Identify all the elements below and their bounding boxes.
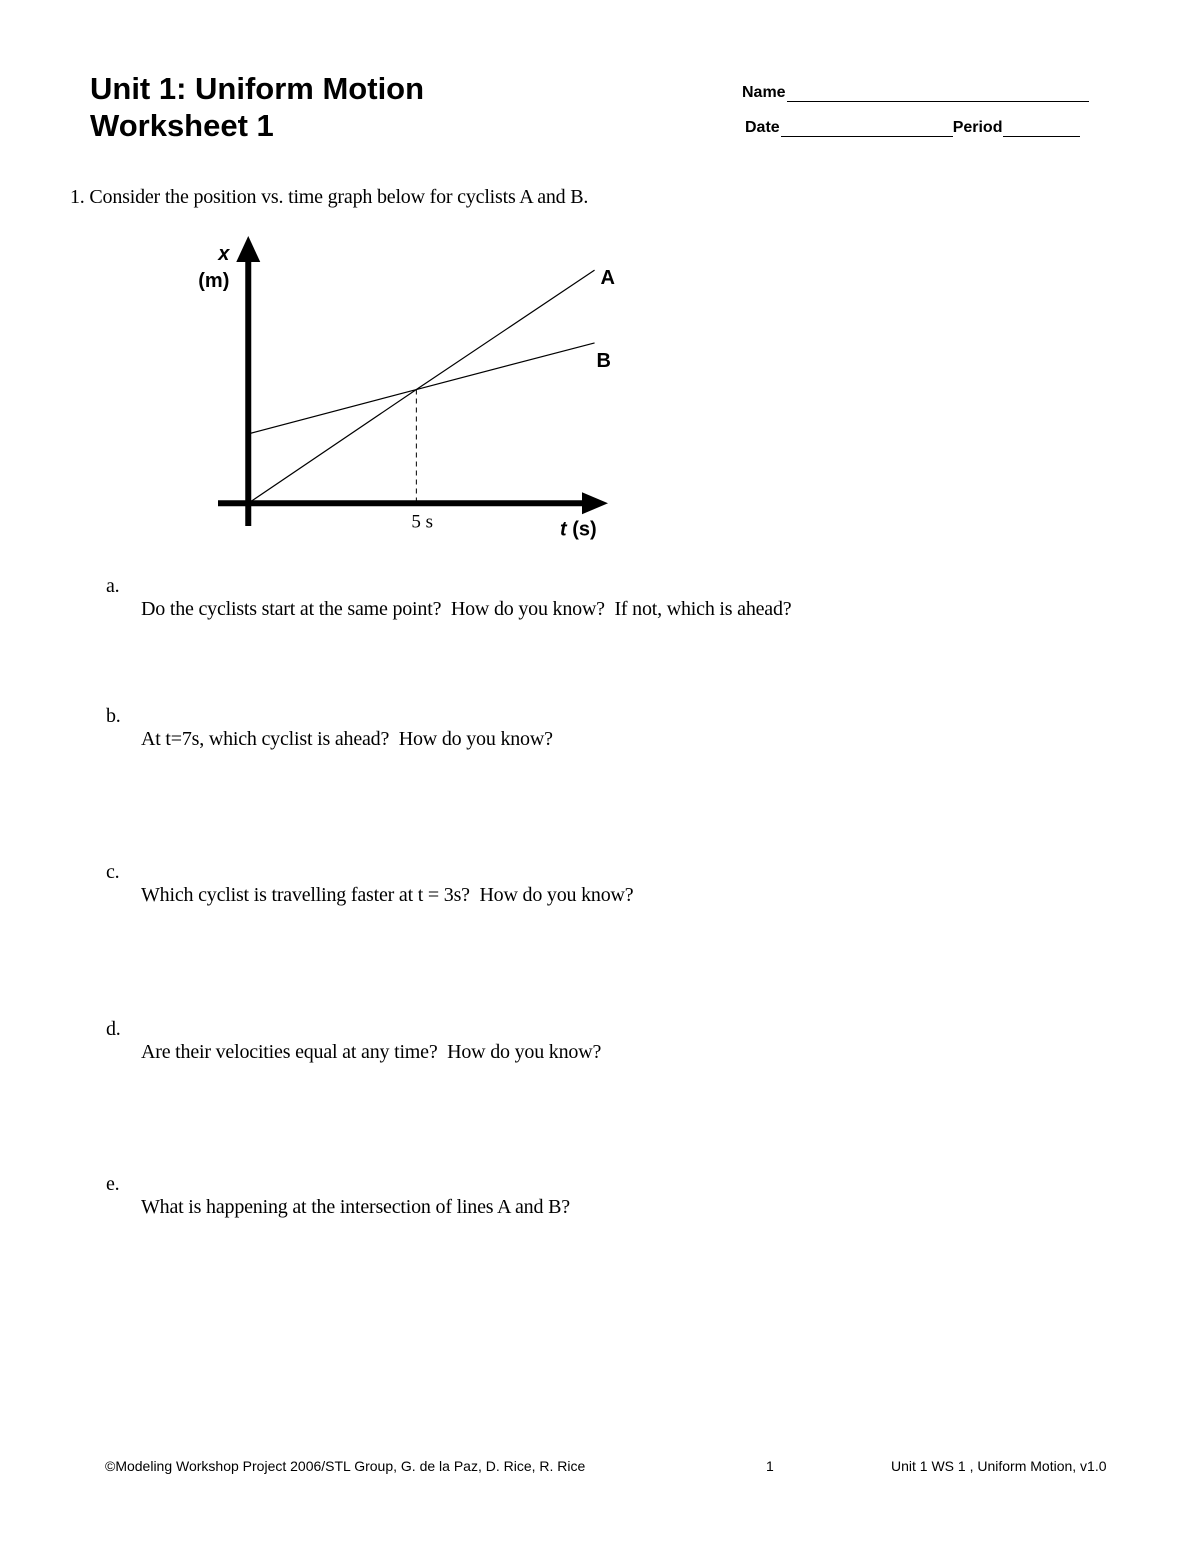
period-blank[interactable]	[1003, 122, 1080, 137]
subquestion-c	[106, 838, 634, 907]
footer-doc-id: Unit 1 WS 1 , Uniform Motion, v1.0	[891, 1458, 1107, 1474]
footer-page-number: 1	[766, 1458, 774, 1474]
subquestion-letter: d.	[106, 1018, 121, 1040]
subquestion-text: Are their velocities equal at any time? How do you know?	[141, 1041, 602, 1063]
date-label: Date	[745, 119, 780, 136]
series-label-a: A	[600, 267, 616, 290]
subquestion-letter: b.	[106, 705, 121, 727]
subquestion-text: At t=7s, which cyclist is ahead? How do you know?	[141, 728, 553, 750]
series-line-a	[248, 270, 594, 503]
subquestion-b	[106, 682, 553, 751]
date-field	[745, 119, 1080, 137]
subquestion-a	[106, 552, 792, 621]
graph-axes	[218, 236, 608, 526]
x-axis-label: t (s)	[560, 518, 597, 541]
footer-copyright: ©Modeling Workshop Project 2006/STL Group, G. de la Paz, D. Rice, R. Rice	[105, 1458, 586, 1474]
position-time-graph	[190, 232, 630, 542]
worksheet-title-unit: Unit 1: Uniform Motion	[90, 71, 425, 106]
name-label: Name	[742, 84, 786, 101]
worksheet-title-number: Worksheet 1	[90, 108, 274, 143]
date-blank[interactable]	[781, 122, 953, 137]
period-label: Period	[952, 119, 1003, 136]
graph-series	[248, 270, 594, 503]
subquestion-letter: c.	[106, 861, 120, 883]
subquestion-text: What is happening at the intersection of lines A and B?	[141, 1196, 570, 1218]
subquestion-e	[106, 1150, 570, 1219]
x-tick-label: 5 s	[411, 511, 434, 533]
series-line-b	[248, 343, 594, 434]
subquestion-letter: e.	[106, 1173, 120, 1195]
subquestion-letter: a.	[106, 575, 120, 597]
name-blank[interactable]	[787, 87, 1089, 102]
subquestion-text: Which cyclist is travelling faster at t = 3s? How do you know?	[141, 884, 634, 906]
subquestion-d	[106, 995, 602, 1064]
series-label-b: B	[596, 349, 612, 372]
question-1-prompt: 1. Consider the position vs. time graph below for cyclists A and B.	[70, 186, 589, 208]
y-axis-arrowhead	[236, 236, 260, 262]
name-field	[742, 84, 1089, 102]
y-axis-label-variable: x	[218, 243, 230, 265]
y-axis-label-unit: (m)	[198, 270, 230, 292]
x-axis-arrowhead	[582, 492, 608, 514]
subquestion-text: Do the cyclists start at the same point? How do you know? If not, which is ahead?	[141, 598, 792, 620]
